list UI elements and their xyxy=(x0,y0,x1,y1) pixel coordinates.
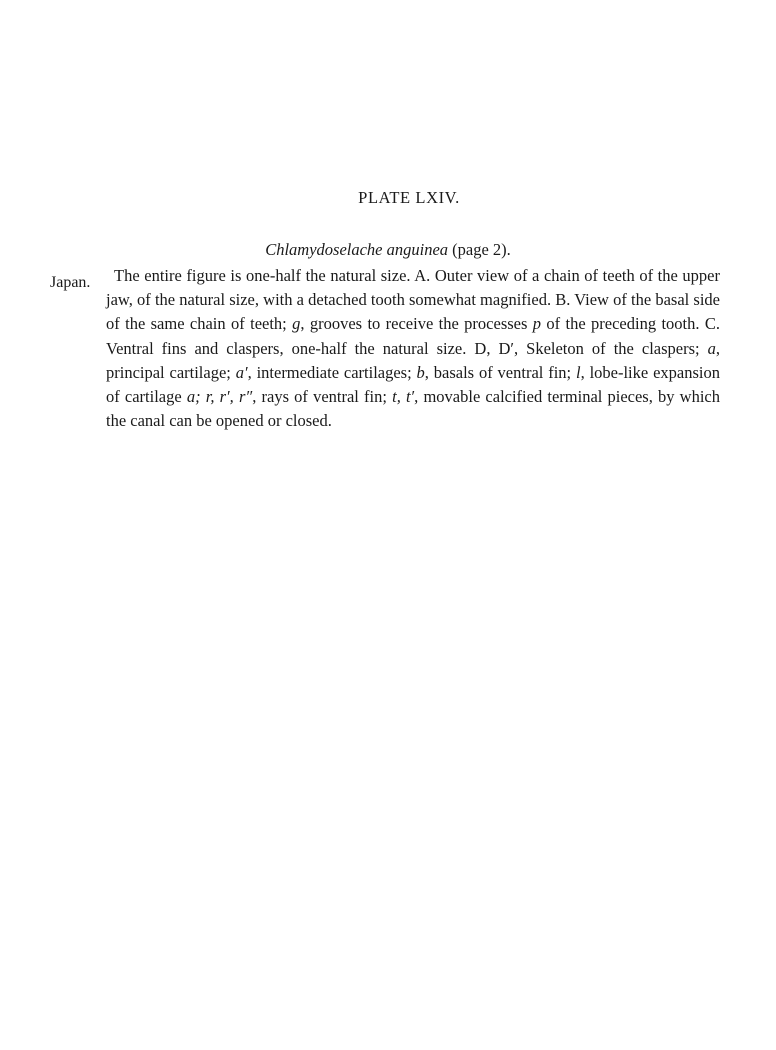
description-text: , basals of ventral fin; xyxy=(424,362,576,382)
description-symbol: g xyxy=(292,314,301,334)
species-heading xyxy=(0,240,776,260)
plate-description xyxy=(106,264,720,433)
description-text: of the preceding tooth. C. Ventral fins and claspers, one-half the natural size. D, D′, Skeleton of the claspers; xyxy=(106,314,720,358)
description-text: , lobe-like expansion of cartilage xyxy=(106,362,720,407)
locality-label: Japan. xyxy=(50,274,91,291)
page-reference: (page 2). xyxy=(452,240,511,259)
description-symbol: b xyxy=(416,362,425,382)
description-symbol: a xyxy=(707,338,716,358)
description-symbol: p xyxy=(532,314,542,334)
description-text: , grooves to receive the processes xyxy=(300,314,533,334)
description-symbol: t, t′ xyxy=(392,387,415,407)
description-text: , intermediate cartilages; xyxy=(247,362,417,382)
species-name: Chlamydoselache anguinea xyxy=(265,240,449,259)
description-symbol: a′ xyxy=(235,362,248,382)
description-text: The entire figure is one-half the natural size. A. Outer view of a chain of teeth of the upper jaw, of the natural size, with a detached tooth somewhat magnified. B. View of the basal side of the same chain of teeth; xyxy=(106,266,720,334)
description-symbol: a; r, r′, r″ xyxy=(186,387,253,407)
description-text: , principal cartilage; xyxy=(106,338,720,382)
description-text: , movable calcified terminal pieces, by which the canal can be opened or closed. xyxy=(106,387,720,431)
plate-title: PLATE LXIV. xyxy=(358,188,460,207)
description-symbol: l xyxy=(576,362,581,382)
description-text: , rays of ventral fin; xyxy=(252,387,393,407)
